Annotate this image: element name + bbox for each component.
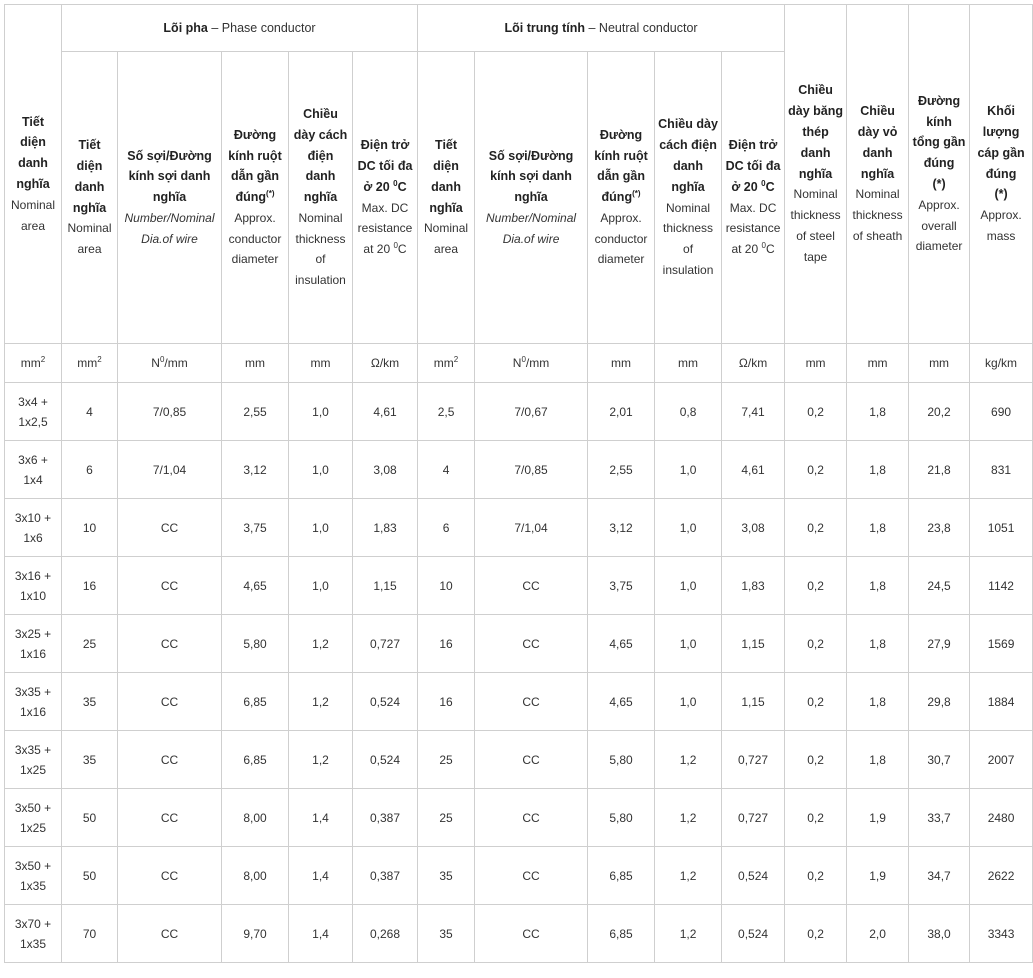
table-cell: 5,80 [588, 731, 655, 789]
table-cell: CC [475, 789, 588, 847]
table-cell: 50 [62, 789, 118, 847]
unit-cell: mm [785, 344, 847, 383]
unit-cell: $N^0/mm$ [475, 344, 588, 383]
header-neutral-conductor: Lõi trung tính – Neutral conductor [418, 5, 785, 52]
table-cell: 0,2 [785, 847, 847, 905]
table-cell: 9,70 [222, 905, 289, 963]
table-cell: 7/0,85 [118, 383, 222, 441]
table-cell: 0,727 [353, 615, 418, 673]
unit-cell: $mm^2$ [418, 344, 475, 383]
header-phase-conductor: Lõi pha – Phase conductor [62, 5, 418, 52]
header-neutral-wires: Số sợi/Đường kính sợi danh nghĩa Number/Nominal Dia.of wire [475, 52, 588, 344]
units-row [5, 344, 1033, 383]
table-cell: 7,41 [722, 383, 785, 441]
table-cell: CC [118, 847, 222, 905]
table-cell: 35 [418, 847, 475, 905]
table-cell: 1,15 [722, 615, 785, 673]
table-cell: 24,5 [909, 557, 970, 615]
table-cell: 1,0 [655, 499, 722, 557]
table-cell: 7/0,85 [475, 441, 588, 499]
table-cell: 50 [62, 847, 118, 905]
header-overall-diameter: Đường kính tổng gần đúng (*) Approx. overall diameter [909, 5, 970, 344]
table-cell: 4,65 [588, 615, 655, 673]
table-cell: 1,8 [847, 673, 909, 731]
table-cell: 2007 [970, 731, 1033, 789]
table-cell: 1,15 [353, 557, 418, 615]
table-cell: CC [475, 673, 588, 731]
unit-cell: mm [289, 344, 353, 383]
table-cell: 3343 [970, 905, 1033, 963]
table-row [5, 383, 1033, 441]
table-cell: 0,387 [353, 847, 418, 905]
table-cell: 23,8 [909, 499, 970, 557]
table-cell: 0,524 [353, 673, 418, 731]
table-cell: 8,00 [222, 789, 289, 847]
table-cell: 10 [418, 557, 475, 615]
table-cell: 1,0 [289, 441, 353, 499]
table-cell: 2,5 [418, 383, 475, 441]
table-cell: 1,2 [655, 731, 722, 789]
table-cell: 1,8 [847, 615, 909, 673]
cell-cable-size: 3x35 + 1x16 [5, 673, 62, 731]
table-cell: 3,08 [353, 441, 418, 499]
table-cell: 0,524 [722, 847, 785, 905]
unit-cell: Ω/km [353, 344, 418, 383]
table-cell: 27,9 [909, 615, 970, 673]
table-cell: 1,9 [847, 847, 909, 905]
table-row [5, 615, 1033, 673]
table-cell: 3,75 [222, 499, 289, 557]
table-cell: CC [118, 615, 222, 673]
table-cell: 2,0 [847, 905, 909, 963]
table-cell: 25 [62, 615, 118, 673]
table-cell: 2480 [970, 789, 1033, 847]
header-neutral-resistance: Điện trở DC tối đa ở 20 $^0$C Max. DC resistance at 20 $^0$C [722, 52, 785, 344]
cell-cable-size: 3x6 + 1x4 [5, 441, 62, 499]
table-cell: 0,524 [722, 905, 785, 963]
table-cell: 21,8 [909, 441, 970, 499]
table-cell: CC [118, 731, 222, 789]
unit-cell: $N^0/mm$ [118, 344, 222, 383]
table-cell: 0,727 [722, 731, 785, 789]
cell-cable-size: 3x4 + 1x2,5 [5, 383, 62, 441]
header-neutral-conductor-diameter: Đường kính ruột dẫn gần đúng(*) Approx. conductor diameter [588, 52, 655, 344]
table-cell: 6,85 [222, 673, 289, 731]
table-cell: CC [475, 557, 588, 615]
header-phase-resistance: Điện trở DC tối đa ở 20 $^0$C Max. DC resistance at 20 $^0$C [353, 52, 418, 344]
table-cell: 0,2 [785, 383, 847, 441]
table-row [5, 441, 1033, 499]
table-cell: 690 [970, 383, 1033, 441]
table-cell: 1,2 [655, 789, 722, 847]
table-cell: 1051 [970, 499, 1033, 557]
table-cell: 1,83 [353, 499, 418, 557]
header-phase-area: Tiết diện danh nghĩa Nominal area [62, 52, 118, 344]
table-cell: 1142 [970, 557, 1033, 615]
table-cell: 5,80 [588, 789, 655, 847]
table-cell: 10 [62, 499, 118, 557]
table-cell: 0,268 [353, 905, 418, 963]
unit-cell: mm [588, 344, 655, 383]
table-cell: 7/1,04 [475, 499, 588, 557]
header-neutral-insulation: Chiều dày cách điện danh nghĩa Nominal thickness of insulation [655, 52, 722, 344]
table-row [5, 673, 1033, 731]
table-row [5, 499, 1033, 557]
table-cell: 34,7 [909, 847, 970, 905]
unit-cell: mm [655, 344, 722, 383]
table-cell: 2,55 [222, 383, 289, 441]
table-cell: 2,55 [588, 441, 655, 499]
table-cell: 4,65 [222, 557, 289, 615]
table-row [5, 731, 1033, 789]
table-cell: 1884 [970, 673, 1033, 731]
table-cell: 6,85 [588, 847, 655, 905]
table-cell: 6,85 [222, 731, 289, 789]
table-cell: 0,727 [722, 789, 785, 847]
table-cell: 16 [418, 615, 475, 673]
header-approx-mass: Khối lượng cáp gần đúng (*) Approx. mass [970, 5, 1033, 344]
table-cell: 7/0,67 [475, 383, 588, 441]
table-row [5, 847, 1033, 905]
header-steel-tape-thickness: Chiều dày băng thép danh nghĩa Nominal thickness of steel tape [785, 5, 847, 344]
table-cell: 4 [418, 441, 475, 499]
table-cell: 3,12 [222, 441, 289, 499]
table-cell: 33,7 [909, 789, 970, 847]
unit-cell: mm [909, 344, 970, 383]
table-cell: 1,8 [847, 731, 909, 789]
table-cell: 3,12 [588, 499, 655, 557]
table-cell: 1,8 [847, 441, 909, 499]
table-cell: 1,9 [847, 789, 909, 847]
table-cell: 1,8 [847, 383, 909, 441]
table-cell: CC [118, 673, 222, 731]
table-cell: 1,0 [289, 557, 353, 615]
table-cell: 1,2 [289, 615, 353, 673]
cell-cable-size: 3x50 + 1x25 [5, 789, 62, 847]
table-cell: 0,2 [785, 499, 847, 557]
table-cell: 1,2 [289, 673, 353, 731]
cell-cable-size: 3x25 + 1x16 [5, 615, 62, 673]
table-cell: 6 [418, 499, 475, 557]
unit-cell: mm [222, 344, 289, 383]
table-cell: 0,2 [785, 441, 847, 499]
table-cell: 1,0 [655, 441, 722, 499]
table-cell: 5,80 [222, 615, 289, 673]
table-cell: 35 [418, 905, 475, 963]
table-cell: 1,4 [289, 847, 353, 905]
table-cell: CC [475, 905, 588, 963]
table-cell: 4,61 [722, 441, 785, 499]
table-cell: 831 [970, 441, 1033, 499]
header-neutral-area: Tiết diện danh nghĩa Nominal area [418, 52, 475, 344]
table-cell: 2622 [970, 847, 1033, 905]
header-phase-insulation: Chiều dày cách điện danh nghĩa Nominal thickness of insulation [289, 52, 353, 344]
table-cell: 0,2 [785, 789, 847, 847]
table-cell: 0,2 [785, 673, 847, 731]
table-cell: 4 [62, 383, 118, 441]
table-cell: 35 [62, 731, 118, 789]
unit-cell: $mm^2$ [5, 344, 62, 383]
table-cell: 1,4 [289, 905, 353, 963]
table-cell: CC [475, 847, 588, 905]
table-cell: 0,2 [785, 557, 847, 615]
header-phase-conductor-diameter: Đường kính ruột dẫn gần đúng(*) Approx. conductor diameter [222, 52, 289, 344]
table-cell: 1,0 [289, 499, 353, 557]
table-cell: 1569 [970, 615, 1033, 673]
table-cell: 1,2 [655, 905, 722, 963]
table-cell: 20,2 [909, 383, 970, 441]
table-cell: 25 [418, 789, 475, 847]
table-cell: 16 [62, 557, 118, 615]
unit-cell: Ω/km [722, 344, 785, 383]
table-cell: 38,0 [909, 905, 970, 963]
table-cell: 7/1,04 [118, 441, 222, 499]
table-cell: 0,387 [353, 789, 418, 847]
cable-spec-table [4, 4, 1033, 963]
table-cell: 1,0 [655, 615, 722, 673]
table-cell: 1,15 [722, 673, 785, 731]
table-cell: 4,65 [588, 673, 655, 731]
cell-cable-size: 3x50 + 1x35 [5, 847, 62, 905]
table-cell: 1,8 [847, 499, 909, 557]
table-cell: 1,4 [289, 789, 353, 847]
cell-cable-size: 3x10 + 1x6 [5, 499, 62, 557]
table-cell: 6 [62, 441, 118, 499]
cell-cable-size: 3x70 + 1x35 [5, 905, 62, 963]
table-cell: 1,2 [655, 847, 722, 905]
table-cell: 4,61 [353, 383, 418, 441]
table-cell: 8,00 [222, 847, 289, 905]
table-cell: 3,08 [722, 499, 785, 557]
unit-cell: $mm^2$ [62, 344, 118, 383]
table-cell: CC [118, 557, 222, 615]
table-cell: 1,8 [847, 557, 909, 615]
table-cell: 70 [62, 905, 118, 963]
table-row [5, 789, 1033, 847]
cell-cable-size: 3x16 + 1x10 [5, 557, 62, 615]
table-cell: CC [475, 731, 588, 789]
table-row [5, 905, 1033, 963]
table-cell: 6,85 [588, 905, 655, 963]
table-cell: CC [118, 905, 222, 963]
table-cell: 0,2 [785, 731, 847, 789]
table-cell: 0,8 [655, 383, 722, 441]
cell-cable-size: 3x35 + 1x25 [5, 731, 62, 789]
table-cell: 0,2 [785, 615, 847, 673]
table-cell: 1,0 [655, 673, 722, 731]
table-body [5, 383, 1033, 963]
table-cell: 1,0 [655, 557, 722, 615]
unit-cell: mm [847, 344, 909, 383]
table-cell: 3,75 [588, 557, 655, 615]
table-cell: 29,8 [909, 673, 970, 731]
table-cell: 25 [418, 731, 475, 789]
table-cell: 1,2 [289, 731, 353, 789]
header-sheath-thickness: Chiều dày vỏ danh nghĩa Nominal thickness of sheath [847, 5, 909, 344]
header-phase-wires: Số sợi/Đường kính sợi danh nghĩa Number/Nominal Dia.of wire [118, 52, 222, 344]
table-cell: 35 [62, 673, 118, 731]
header-nominal-area: Tiết diện danh nghĩa Nominal area [5, 5, 62, 344]
table-cell: CC [118, 789, 222, 847]
table-cell: 2,01 [588, 383, 655, 441]
table-cell: 0,524 [353, 731, 418, 789]
unit-cell: kg/km [970, 344, 1033, 383]
table-cell: 30,7 [909, 731, 970, 789]
table-cell: CC [475, 615, 588, 673]
table-cell: 1,0 [289, 383, 353, 441]
table-cell: CC [118, 499, 222, 557]
table-row [5, 557, 1033, 615]
table-cell: 16 [418, 673, 475, 731]
table-cell: 0,2 [785, 905, 847, 963]
table-cell: 1,83 [722, 557, 785, 615]
